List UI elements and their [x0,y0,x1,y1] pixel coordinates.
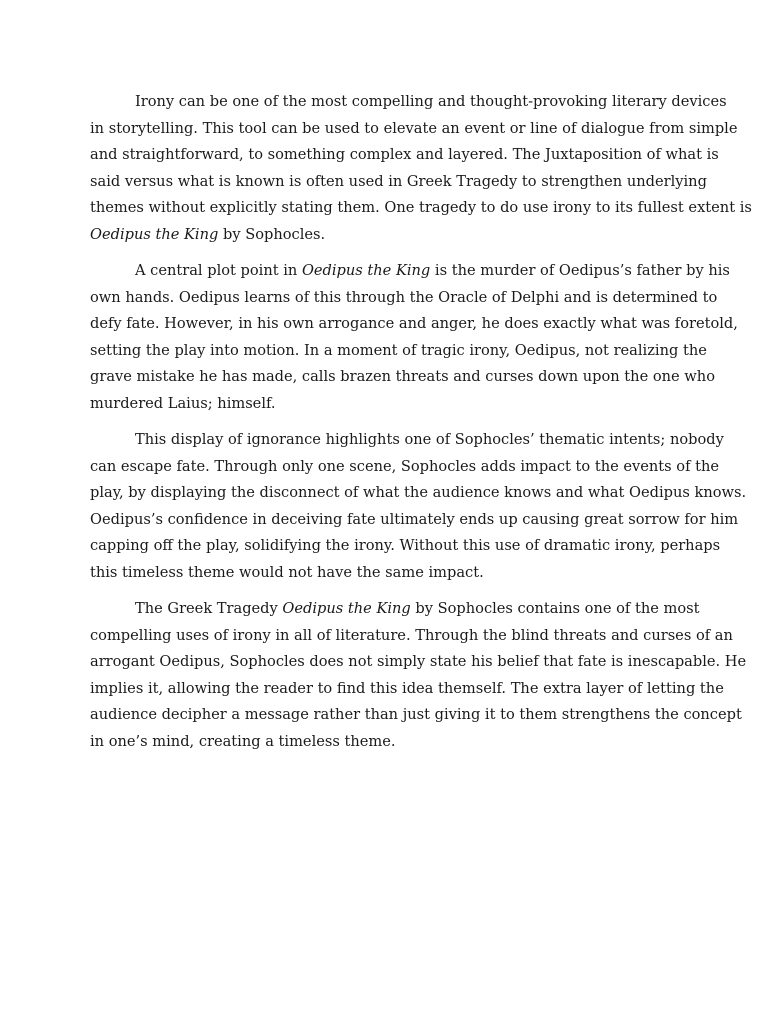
text-line [90,195,752,222]
paragraph [90,427,747,586]
italic-title-text: Oedipus the King [282,600,411,617]
text-line [90,285,718,312]
text-line [90,116,738,143]
text-run: A central plot point in [135,262,302,279]
text-line [90,702,742,729]
text-line [90,480,747,507]
text-run: capping off the play, solidifying the irony. Without this use of dramatic irony, perhaps [90,537,721,554]
text-line [90,649,747,676]
text-run: implies it, allowing the reader to find this idea themself. The extra layer of letting the [90,679,724,697]
text-run: play, by displaying the disconnect of what the audience knows and what Oedipus knows. [90,484,747,501]
italic-title-text: Oedipus the King [90,225,219,243]
text-line [90,427,724,454]
text-run: The Greek Tragedy [135,600,283,617]
text-run: in one’s mind, creating a timeless theme. [90,732,396,750]
text-line [90,142,719,169]
text-run: This display of ignorance highlights one of Sophocles’ thematic intents; nobody [135,431,724,448]
text-line [90,364,715,391]
text-run: defy fate. However, in his own arrogance and anger, he does exactly what was foretold, [90,315,738,332]
text-run: by Sophocles contains one of the most [410,600,700,617]
text-run: audience decipher a message rather than just giving it to them strengthens the concept [90,706,742,723]
text-run: said versus what is known is often used in Greek Tragedy to strengthen underlying [90,172,707,190]
text-line [90,623,733,650]
text-run: setting the play into motion. In a moment of tragic irony, Oedipus, not realizing the [90,341,707,359]
text-line [90,258,730,285]
text-run: grave mistake he has made, calls brazen threats and curses down upon the one who [90,368,715,385]
text-line [90,338,707,365]
text-run: themes without explicitly stating them. One tragedy to do use irony to its fullest extent is [90,199,752,216]
text-line [90,560,690,587]
text-run: Oedipus’s confidence in deceiving fate ultimately ends up causing great sorrow for him [90,510,739,528]
essay-body [90,89,752,765]
text-line [90,676,724,703]
italic-title-text: Oedipus the King [301,262,431,279]
text-run: own hands. Oedipus learns of this through the Oracle of Delphi and is determined to [90,288,718,306]
text-run: in storytelling. This tool can be used to elevate an event or line of dialogue from simple [90,119,738,137]
text-run: can escape fate. Through only one scene, Sophocles adds impact to the events of the [90,457,720,475]
text-line [90,454,720,481]
paragraph [90,89,752,248]
text-run: is the murder of Oedipus’s father by his [430,262,730,279]
paragraph [90,258,738,417]
text-run: by Sophocles. [218,225,326,243]
text-run: and straightforward, to something complex and layered. The Juxtaposition of what is [90,146,719,163]
text-line [90,222,690,249]
text-line [90,391,690,418]
text-run: compelling uses of irony in all of literature. Through the blind threats and curses of an [90,626,733,644]
text-run: this timeless theme would not have the same impact. [90,563,484,581]
text-line [90,729,690,756]
text-run: arrogant Oedipus, Sophocles does not simply state his belief that fate is inescapable. He [90,653,747,670]
text-line [90,507,739,534]
text-run: murdered Laius; himself. [90,394,276,412]
text-line [90,169,707,196]
paragraph [90,596,747,755]
text-line [90,533,721,560]
text-line [90,89,727,116]
text-line [90,596,700,623]
text-run: Irony can be one of the most compelling and thought-provoking literary devices [135,93,727,110]
text-line [90,311,738,338]
